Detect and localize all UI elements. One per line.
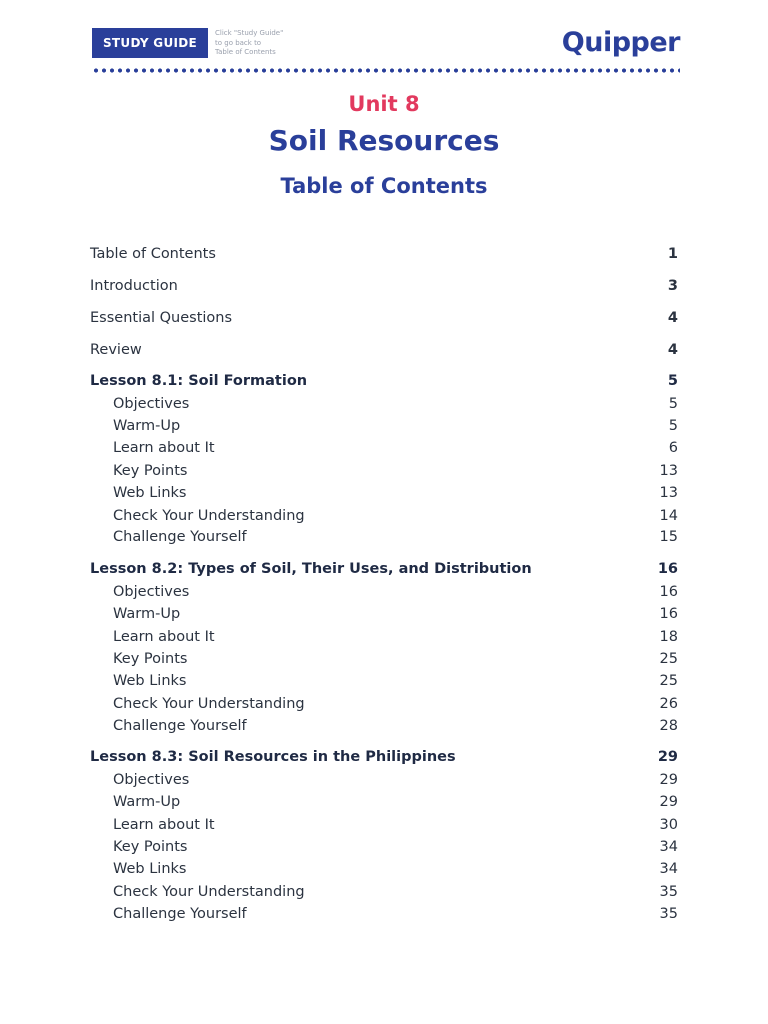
toc-page-number: 15 — [659, 529, 678, 545]
toc-entry[interactable] — [90, 769, 678, 791]
toc-page-number: 13 — [659, 463, 678, 479]
hint-line: Table of Contents — [215, 48, 276, 56]
toc-entry-label: Key Points — [113, 839, 188, 855]
toc-page-number: 35 — [659, 884, 678, 900]
toc-entry[interactable] — [90, 415, 678, 437]
toc-page-number: 4 — [667, 310, 678, 326]
toc-entry-label: Check Your Understanding — [113, 508, 305, 524]
toc-page-number: 5 — [668, 396, 678, 412]
toc-entry-label: Web Links — [113, 673, 187, 689]
toc-entry[interactable] — [90, 791, 678, 813]
dotted-divider — [92, 68, 680, 73]
toc-page-number: 25 — [659, 651, 678, 667]
toc-page-number: 3 — [667, 278, 678, 294]
toc-entry[interactable] — [90, 858, 678, 880]
toc-page-number: 29 — [659, 772, 678, 788]
toc-page-number: 25 — [659, 673, 678, 689]
toc-page-number: 5 — [668, 418, 678, 434]
page-subtitle: Table of Contents — [280, 174, 488, 198]
hint-line: to go back to — [215, 38, 262, 47]
toc-lesson-entry[interactable] — [90, 370, 678, 392]
toc-entry[interactable] — [90, 903, 678, 925]
toc-page-number: 13 — [659, 485, 678, 501]
toc-page-number: 34 — [659, 839, 678, 855]
page-title: Soil Resources — [268, 124, 500, 157]
toc-entry[interactable] — [90, 243, 678, 265]
toc-entry-label: Warm-Up — [113, 418, 181, 434]
toc-entry[interactable] — [90, 814, 678, 836]
toc-entry[interactable] — [90, 648, 678, 670]
toc-entry[interactable] — [90, 339, 678, 361]
quipper-logo: Quipper — [561, 27, 680, 58]
toc-page-number: 6 — [668, 440, 678, 456]
toc-entry[interactable] — [90, 581, 678, 603]
toc-page-number: 35 — [659, 906, 678, 922]
toc-entry-label: Essential Questions — [90, 310, 233, 326]
study-guide-hint — [215, 29, 325, 58]
toc-entry[interactable] — [90, 603, 678, 625]
toc-entry[interactable] — [90, 881, 678, 903]
toc-lesson-entry[interactable] — [90, 558, 678, 580]
toc-entry-label: Challenge Yourself — [113, 906, 247, 922]
toc-page-number: 4 — [667, 342, 678, 358]
toc-entry-label: Objectives — [113, 584, 190, 600]
toc-page-number: 28 — [659, 718, 678, 734]
hint-line: Click "Study Guide" — [215, 29, 284, 37]
toc-page-number: 5 — [667, 373, 678, 389]
toc-entry-label: Lesson 8.2: Types of Soil, Their Uses, and Distribution — [90, 561, 532, 577]
toc-entry-label: Objectives — [113, 396, 190, 412]
toc-entry-label: Key Points — [113, 651, 188, 667]
toc-entry[interactable] — [90, 715, 678, 737]
toc-page-number: 29 — [659, 794, 678, 810]
study-guide-button[interactable]: STUDY GUIDE — [92, 28, 208, 58]
toc-page-number: 29 — [657, 749, 678, 765]
toc-entry-label: Learn about It — [113, 817, 215, 833]
toc-entry-label: Review — [90, 342, 142, 358]
toc-entry[interactable] — [90, 307, 678, 329]
toc-page-number: 26 — [659, 696, 678, 712]
toc-entry-label: Table of Contents — [90, 246, 216, 262]
toc-entry-label: Warm-Up — [113, 606, 181, 622]
toc-entry-label: Web Links — [113, 861, 187, 877]
toc-entry-label: Warm-Up — [113, 794, 181, 810]
toc-entry-label: Objectives — [113, 772, 190, 788]
toc-entry-label: Challenge Yourself — [113, 529, 247, 545]
toc-entry[interactable] — [90, 460, 678, 482]
toc-lesson-entry[interactable] — [90, 746, 678, 768]
toc-page-number: 1 — [667, 246, 678, 262]
toc-entry-label: Learn about It — [113, 629, 215, 645]
toc-entry[interactable] — [90, 670, 678, 692]
toc-entry[interactable] — [90, 836, 678, 858]
toc-entry[interactable] — [90, 505, 678, 527]
toc-entry-label: Check Your Understanding — [113, 696, 305, 712]
toc-entry[interactable] — [90, 393, 678, 415]
toc-entry-label: Web Links — [113, 485, 187, 501]
toc-entry[interactable] — [90, 526, 678, 548]
toc-entry[interactable] — [90, 482, 678, 504]
toc-page-number: 14 — [659, 508, 678, 524]
toc-page-number: 16 — [659, 584, 678, 600]
toc-page-number: 16 — [659, 606, 678, 622]
toc-entry-label: Challenge Yourself — [113, 718, 247, 734]
toc-entry-label: Learn about It — [113, 440, 215, 456]
toc-page-number: 30 — [659, 817, 678, 833]
toc-entry[interactable] — [90, 693, 678, 715]
toc-entry-label: Lesson 8.1: Soil Formation — [90, 373, 308, 389]
toc-entry[interactable] — [90, 626, 678, 648]
toc-entry-label: Key Points — [113, 463, 188, 479]
toc-entry-label: Lesson 8.3: Soil Resources in the Philippines — [90, 749, 456, 765]
toc-page-number: 18 — [659, 629, 678, 645]
unit-label: Unit 8 — [348, 92, 420, 116]
toc-entry[interactable] — [90, 275, 678, 297]
toc-entry-label: Check Your Understanding — [113, 884, 305, 900]
toc-entry-label: Introduction — [90, 278, 178, 294]
toc-entry[interactable] — [90, 437, 678, 459]
toc-page-number: 34 — [659, 861, 678, 877]
page-header — [92, 28, 680, 78]
toc-page-number: 16 — [657, 561, 678, 577]
